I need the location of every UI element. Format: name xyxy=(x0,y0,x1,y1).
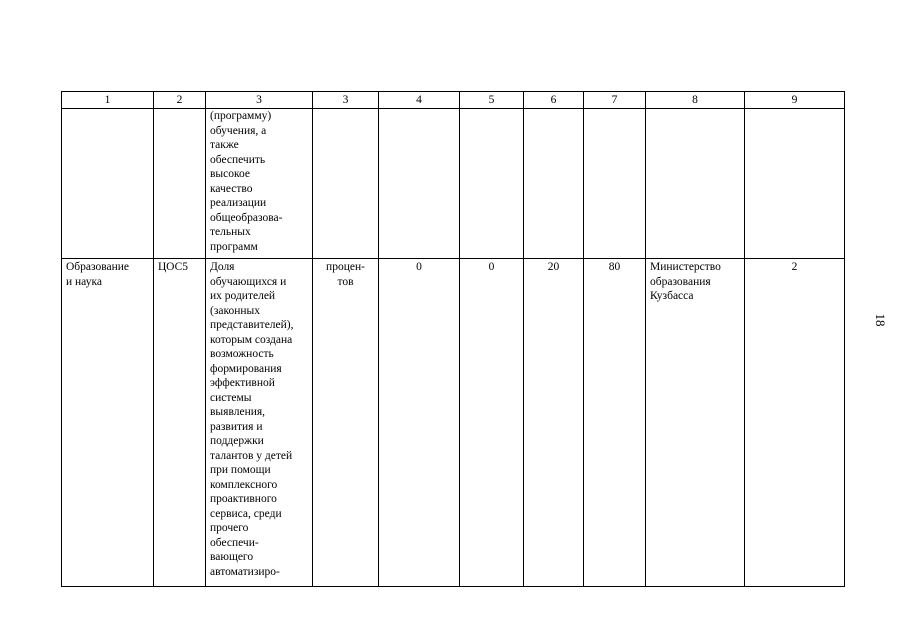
table-cell xyxy=(379,109,460,259)
header-cell: 9 xyxy=(745,92,845,109)
table-header-row xyxy=(62,92,845,109)
sphere-text: Образование и наука xyxy=(66,261,130,288)
table-row xyxy=(62,259,845,587)
value-6: 20 xyxy=(547,261,560,273)
indicators-table xyxy=(61,91,845,587)
table-cell xyxy=(460,109,524,259)
header-cell: 7 xyxy=(584,92,646,109)
header-cell: 8 xyxy=(646,92,745,109)
unit-text: процен- тов xyxy=(326,261,365,288)
table-cell xyxy=(206,109,313,259)
table-cell xyxy=(379,259,460,587)
header-cell: 3 xyxy=(206,92,313,109)
table-cell xyxy=(154,259,206,587)
table-cell xyxy=(62,109,154,259)
table-cell xyxy=(524,109,584,259)
table-cell xyxy=(584,259,646,587)
table-cell xyxy=(62,259,154,587)
header-cell: 2 xyxy=(154,92,206,109)
table-cell xyxy=(313,259,379,587)
value-5: 0 xyxy=(488,261,495,273)
table-row xyxy=(62,109,845,259)
header-cell: 3 xyxy=(313,92,379,109)
code-text: ЦОС5 xyxy=(158,261,189,273)
header-cell: 4 xyxy=(379,92,460,109)
table-cell xyxy=(584,109,646,259)
value-9: 2 xyxy=(791,261,798,273)
responsible-text: Министерство образования Кузбасса xyxy=(650,261,721,302)
indicator-continuation-text: (программу) обучения, а также обеспечить высокое качество реализации общеобразова- тельных программ xyxy=(210,110,283,253)
table-cell xyxy=(313,109,379,259)
table-cell xyxy=(460,259,524,587)
header-cell: 5 xyxy=(460,92,524,109)
table-cell xyxy=(206,259,313,587)
header-cell: 6 xyxy=(524,92,584,109)
page-number: 18 xyxy=(873,313,888,327)
table-cell xyxy=(646,259,745,587)
table-cell xyxy=(524,259,584,587)
table-cell xyxy=(745,109,845,259)
table-cell xyxy=(154,109,206,259)
indicator-text: Доля обучающихся и их родителей (законных представителей), которым создана возможность формирования эффективной системы выявления, развития и поддержки талантов у детей при помощи комплексного проактивного сервиса, среди прочего обеспечи- вающего автоматизиро- xyxy=(210,261,294,578)
value-7: 80 xyxy=(608,261,621,273)
table-cell xyxy=(646,109,745,259)
header-cell: 1 xyxy=(62,92,154,109)
value-4: 0 xyxy=(416,261,422,273)
table-cell xyxy=(745,259,845,587)
